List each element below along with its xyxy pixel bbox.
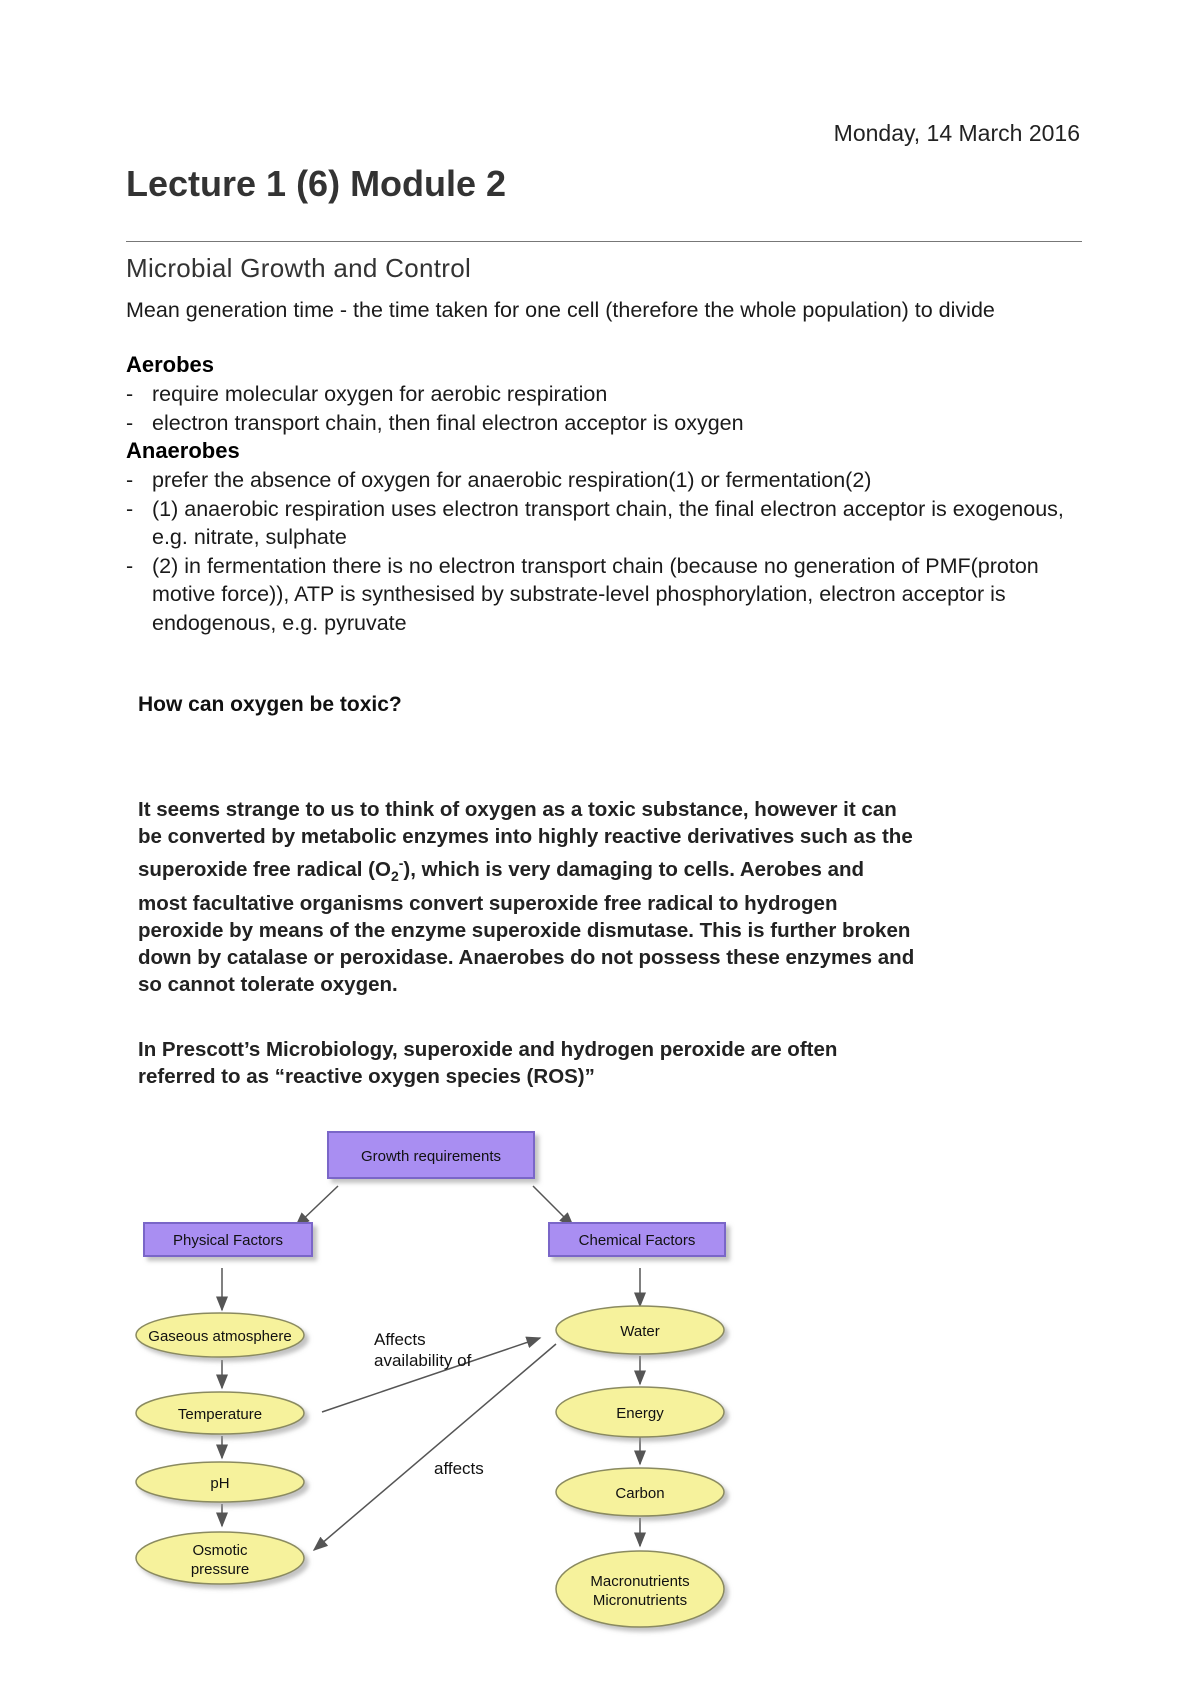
energy-label: Energy <box>616 1405 664 1422</box>
affects-label: affects <box>434 1459 484 1478</box>
ros-paragraph: In Prescott’s Microbiology, superoxide and hydrogen peroxide are often referred to as “reactive oxygen species (ROS)” <box>138 1038 838 1088</box>
dash-bullet: - <box>126 468 134 492</box>
water-label: Water <box>620 1323 660 1340</box>
subscript: 2 <box>390 867 399 884</box>
dash-bullet: - <box>126 553 134 578</box>
list-item: - electron transport chain, then final electron acceptor is oxygen <box>126 409 1076 438</box>
arrow-water-osmotic <box>314 1344 556 1550</box>
list-item: - (2) in fermentation there is no electron transport chain (because no generation of PMF(proton motive force)), ATP is synthesised by substrate-level phosphorylation, electron acceptor is endogenous, e.g. pyruvate <box>126 553 1039 635</box>
list-item: - prefer the absence of oxygen for anaerobic respiration(1) or fermentation(2) <box>126 466 1076 495</box>
osmotic-pressure-label: Osmotic pressure <box>190 1542 250 1578</box>
page-title: Lecture 1 (6) Module 2 <box>126 163 507 204</box>
dash-bullet: - <box>126 496 134 521</box>
document-date: Monday, 14 March 2016 <box>833 120 1080 146</box>
chemical-factors-label: Chemical Factors <box>578 1232 696 1249</box>
section-subtitle: Microbial Growth and Control <box>126 253 472 283</box>
arrow-temperature-water <box>322 1338 540 1412</box>
gaseous-atmosphere-label: Gaseous atmosphere <box>148 1328 292 1345</box>
arrow-root-physical <box>296 1186 338 1226</box>
list-item: - require molecular oxygen for aerobic respiration <box>126 380 1076 409</box>
anaerobes-heading: Anaerobes <box>126 438 240 463</box>
superscript: - <box>398 855 404 871</box>
dash-bullet: - <box>126 410 134 435</box>
root-box-label: Growth requirements <box>360 1148 502 1165</box>
aerobes-heading: Aerobes <box>126 352 215 377</box>
list-item: - (1) anaerobic respiration uses electron transport chain, the final electron acceptor is exogenous, e.g. nitrate, sulphate <box>126 496 1064 549</box>
physical-factors-label: Physical Factors <box>172 1232 284 1249</box>
definition-paragraph: Mean generation time - the time taken for one cell (therefore the whole population) to divide <box>126 298 995 322</box>
dash-bullet: - <box>126 382 134 406</box>
carbon-label: Carbon <box>615 1485 665 1502</box>
temperature-label: Temperature <box>177 1406 263 1423</box>
affects-availability-label: Affects availability of <box>374 1330 472 1370</box>
toxic-question-heading: How can oxygen be toxic? <box>138 693 402 716</box>
macronutrients-label: Macronutrients Micronutrients <box>590 1573 690 1609</box>
toxic-explanation-paragraph: It seems strange to us to think of oxygen as a toxic substance, however it can be converted by metabolic enzymes into highly reactive derivatives such as the superoxide free radical $(O_2^-)$, which is very damaging to cells. Aerobes and most facultative organisms convert superoxide free radical to hydrogen peroxide by means of the enzyme superoxide dismutase. This is further broken down by catalase or peroxidase. Anaerobes do not possess these enzymes and so cannot tolerate oxygen. <box>138 798 915 996</box>
ph-label: pH <box>210 1475 230 1492</box>
arrow-root-chemical <box>533 1186 573 1226</box>
